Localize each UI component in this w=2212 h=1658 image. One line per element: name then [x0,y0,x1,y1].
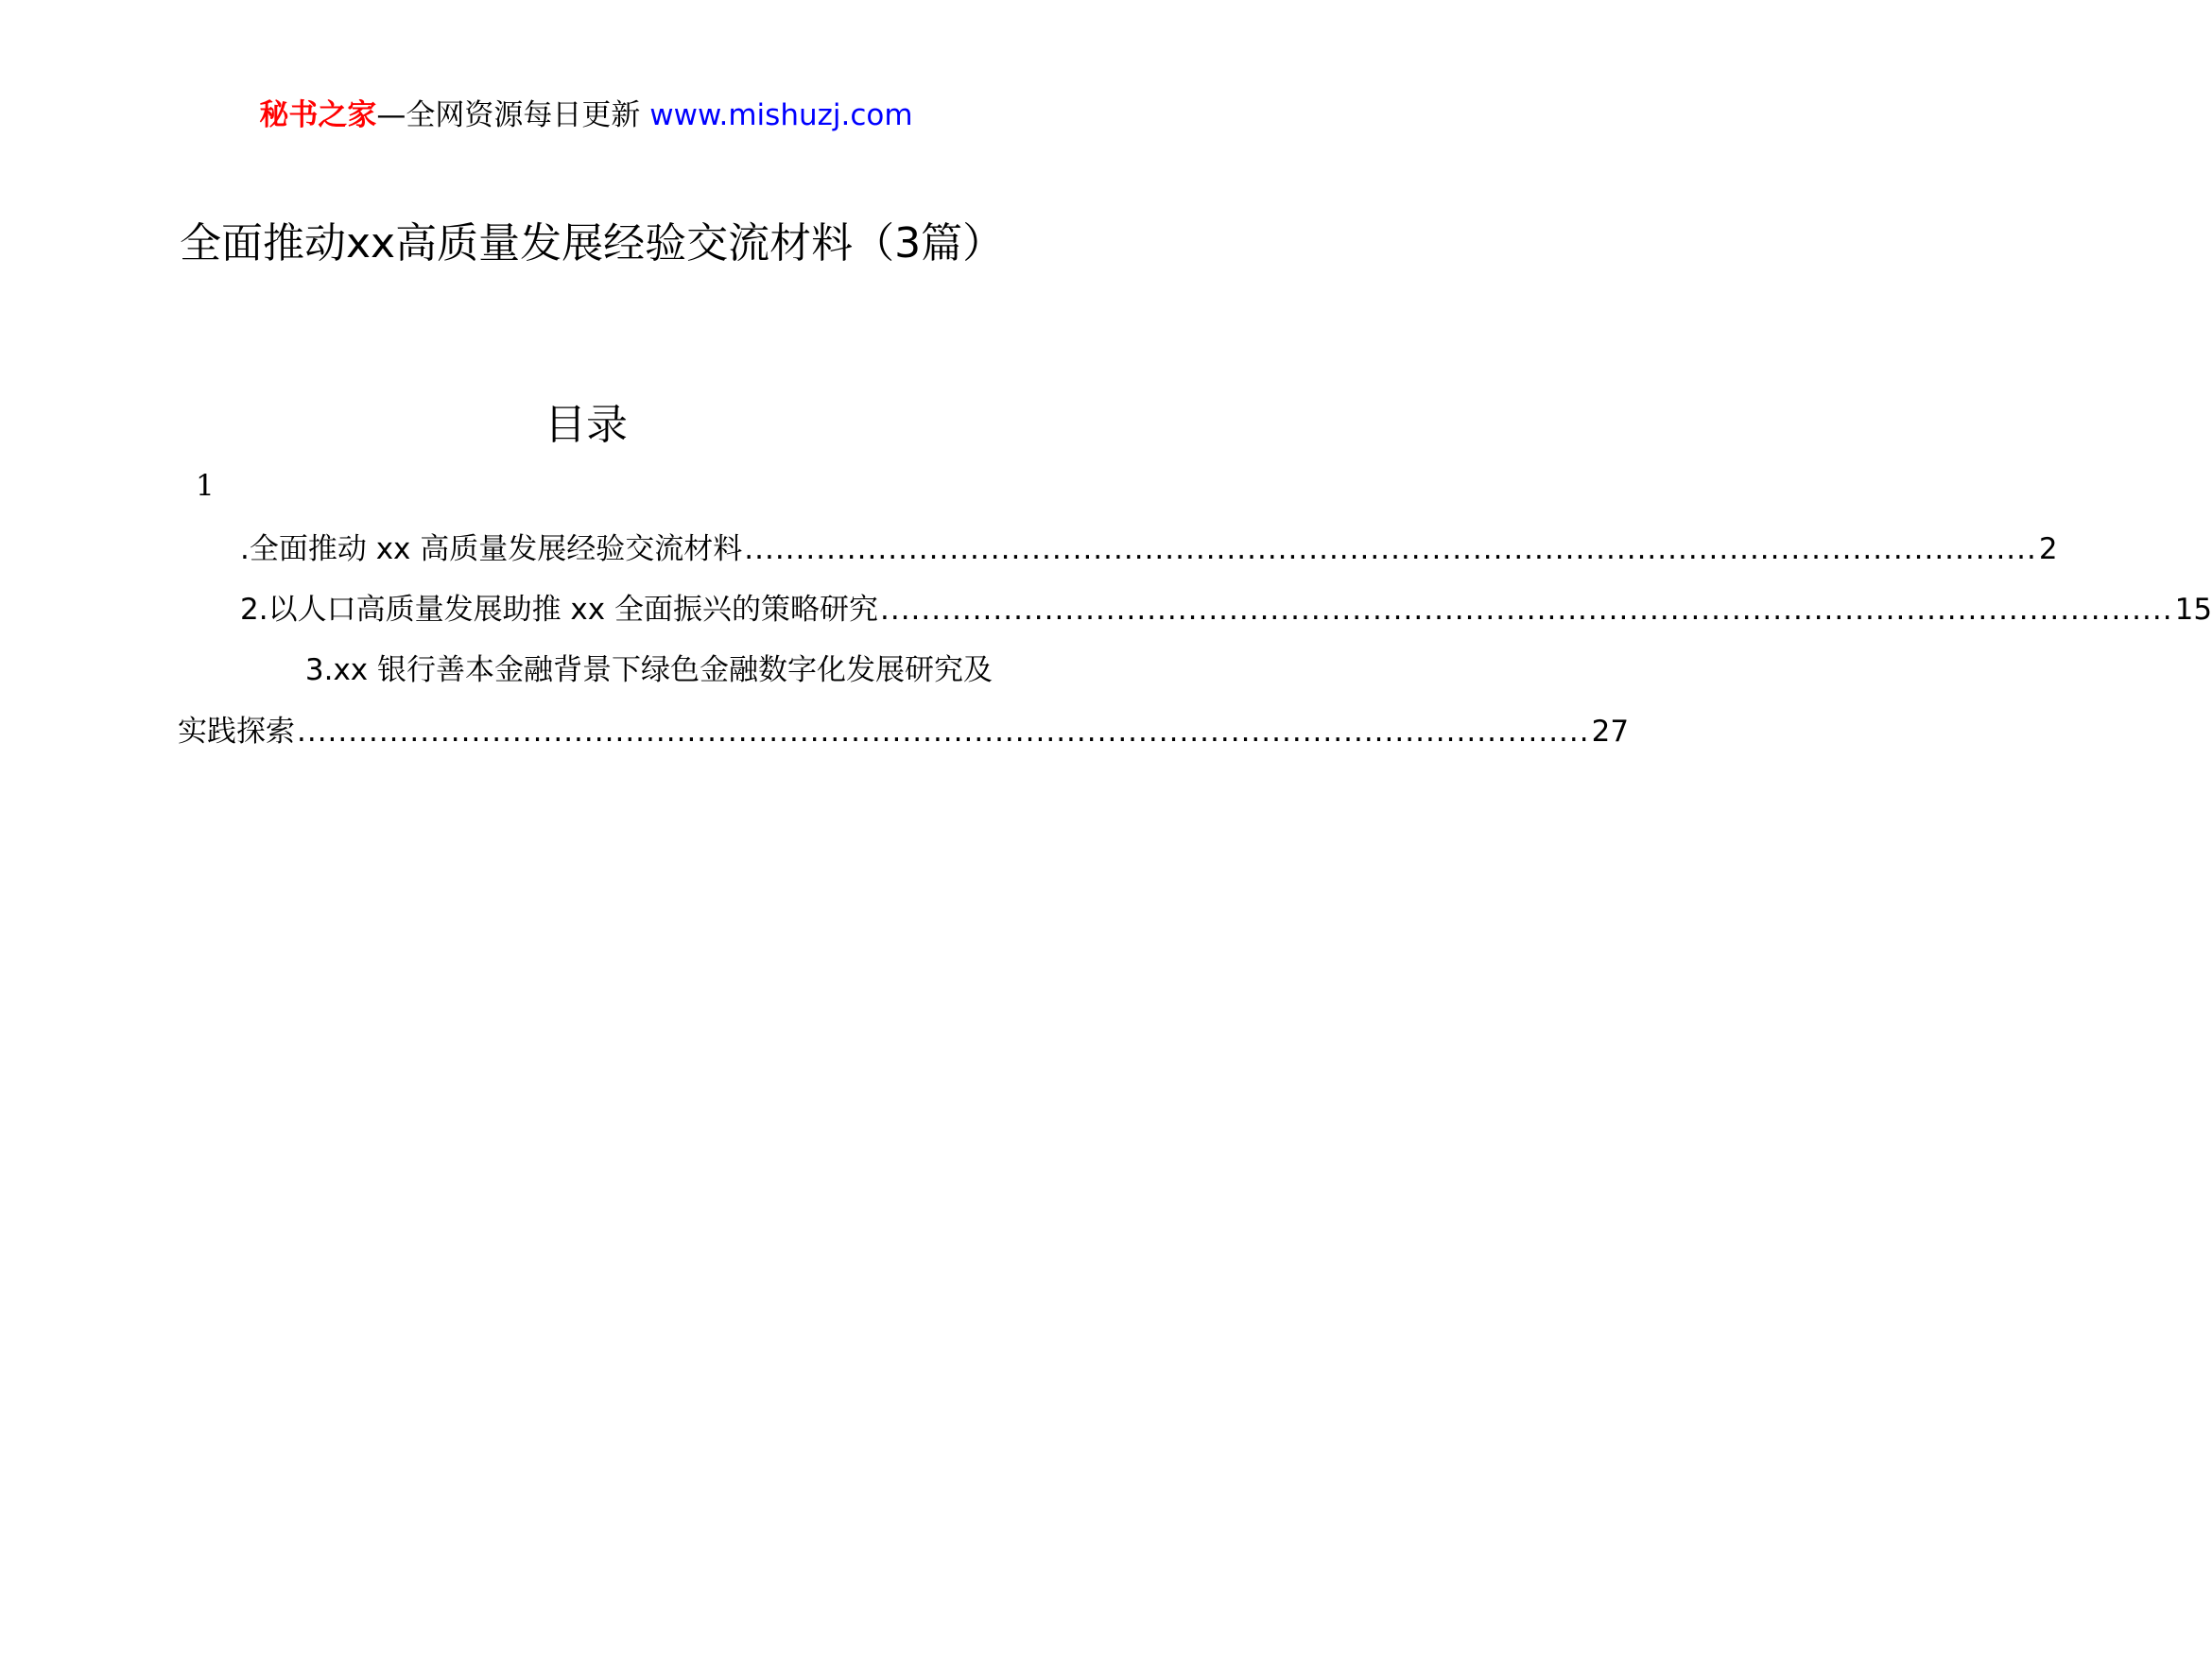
toc-entry-text: 2.以人口高质量发展助推 xx 全面振兴的策略研究 [240,593,878,627]
brand-name: 秘书之家 [259,98,377,132]
toc-entry-text: .全面推动 xx 高质量发展经验交流材料 [240,532,743,566]
toc-page-number: 27 [1591,715,1630,749]
toc-page-number: 15 [2174,593,2212,627]
toc-dot-leader: .............................................................................................................................. [297,715,1590,749]
toc-entry-2[interactable] [178,580,2212,639]
toc-entry-1[interactable] [178,520,2058,579]
toc-dot-leader: .............................................................................................................................. [879,593,2173,627]
site-url-link[interactable]: www.mishuzj.com [649,98,913,132]
toc-stray-number: 1 [196,469,215,503]
site-tagline: —全网资源每日更新 [376,98,641,132]
toc-page-number: 2 [2038,532,2058,566]
toc-dot-leader: .............................................................................................................................. [744,532,2037,566]
toc-entry-text: 3.xx 银行善本金融背景下绿色金融数字化发展研究及 [304,653,993,687]
toc-entry-3-line-2[interactable] [178,702,1630,761]
toc-entry-3-line-1[interactable] [178,641,993,699]
site-header [0,95,1172,136]
document-title: 全面推动xx高质量发展经验交流材料（3篇） [180,219,1005,268]
toc-heading: 目录 [544,401,628,449]
toc-entry-text: 实践探索 [178,715,295,749]
